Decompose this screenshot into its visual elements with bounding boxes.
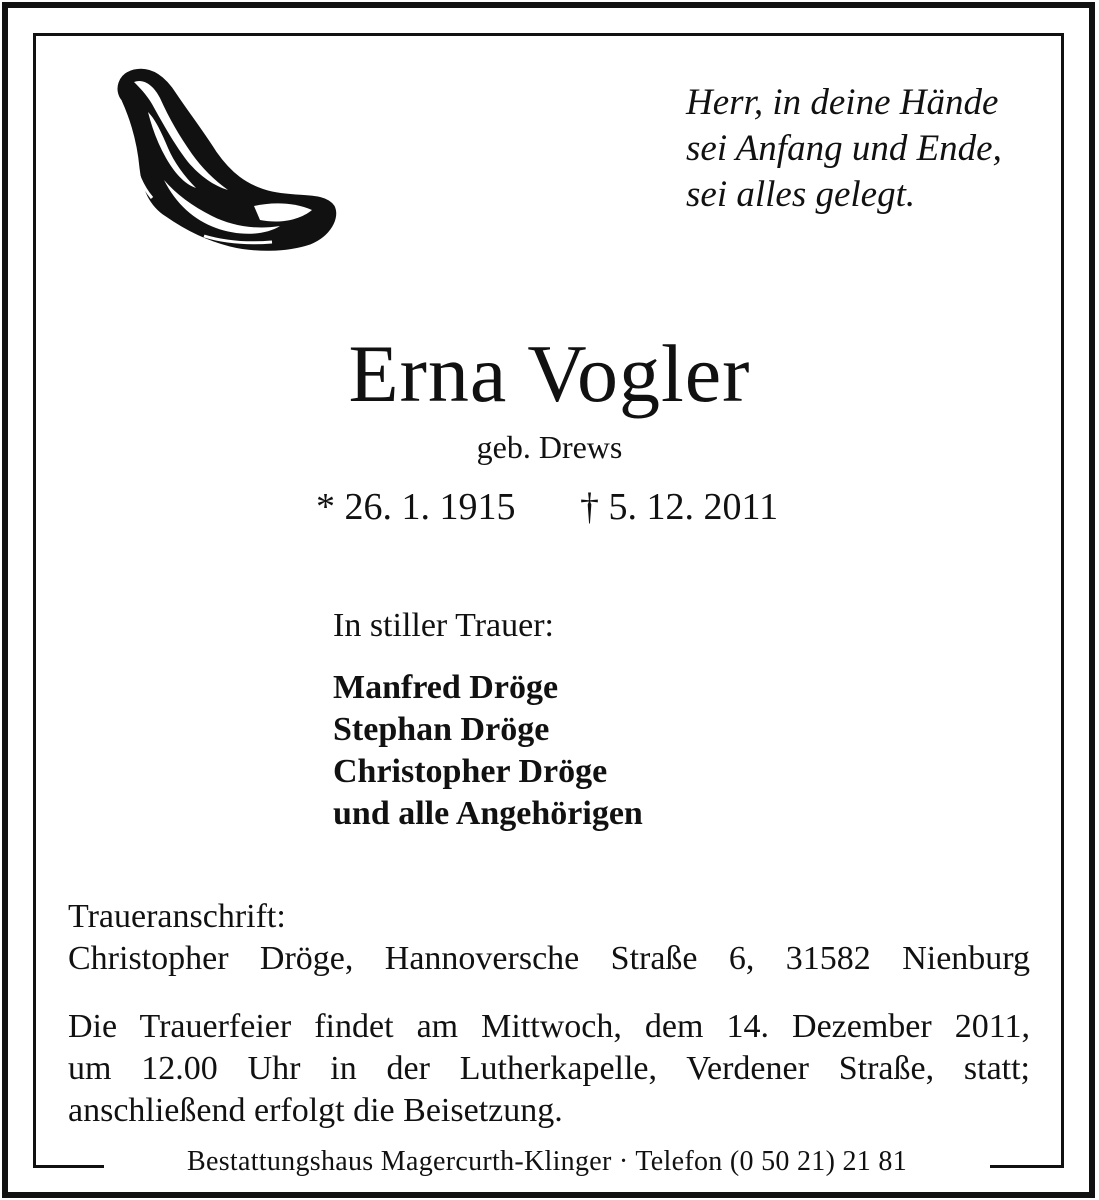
deceased-name: Erna Vogler — [348, 328, 751, 419]
funeral-home-footer: Bestattungshaus Magercurth-Klinger · Telefon (0 50 21) 21 81 — [104, 1144, 990, 1180]
verse-line: sei alles gelegt. — [686, 174, 916, 215]
mourner-name: und alle Angehörigen — [333, 795, 643, 832]
mourning-label: In stiller Trauer: — [333, 607, 554, 644]
mourner-name: Christopher Dröge — [333, 753, 608, 790]
verse-block — [686, 80, 1046, 218]
mourner-name: Stephan Dröge — [333, 711, 550, 748]
verse-line: sei Anfang und Ende, — [686, 128, 1002, 169]
death-date: † 5. 12. 2011 — [580, 486, 779, 528]
address-text: Christopher Dröge, Hannoversche Straße 6, 31582 Nienburg — [68, 940, 1030, 977]
address-label: Traueranschrift: — [68, 898, 286, 935]
mourner-name: Manfred Dröge — [333, 669, 559, 706]
birth-date: * 26. 1. 1915 — [316, 486, 516, 528]
service-line: Die Trauerfeier findet am Mittwoch, dem 14. Dezember 2011, — [68, 1008, 1030, 1045]
praying-hands-icon — [104, 60, 344, 255]
verse-line: Herr, in deine Hände — [686, 82, 999, 123]
mourners-list — [333, 667, 643, 835]
birth-name: geb. Drews — [476, 429, 623, 465]
service-line: um 12.00 Uhr in der Lutherkapelle, Verdener Straße, statt; — [68, 1050, 1030, 1087]
service-notice — [68, 1006, 1030, 1132]
service-line: anschließend erfolgt die Beisetzung. — [68, 1092, 563, 1129]
